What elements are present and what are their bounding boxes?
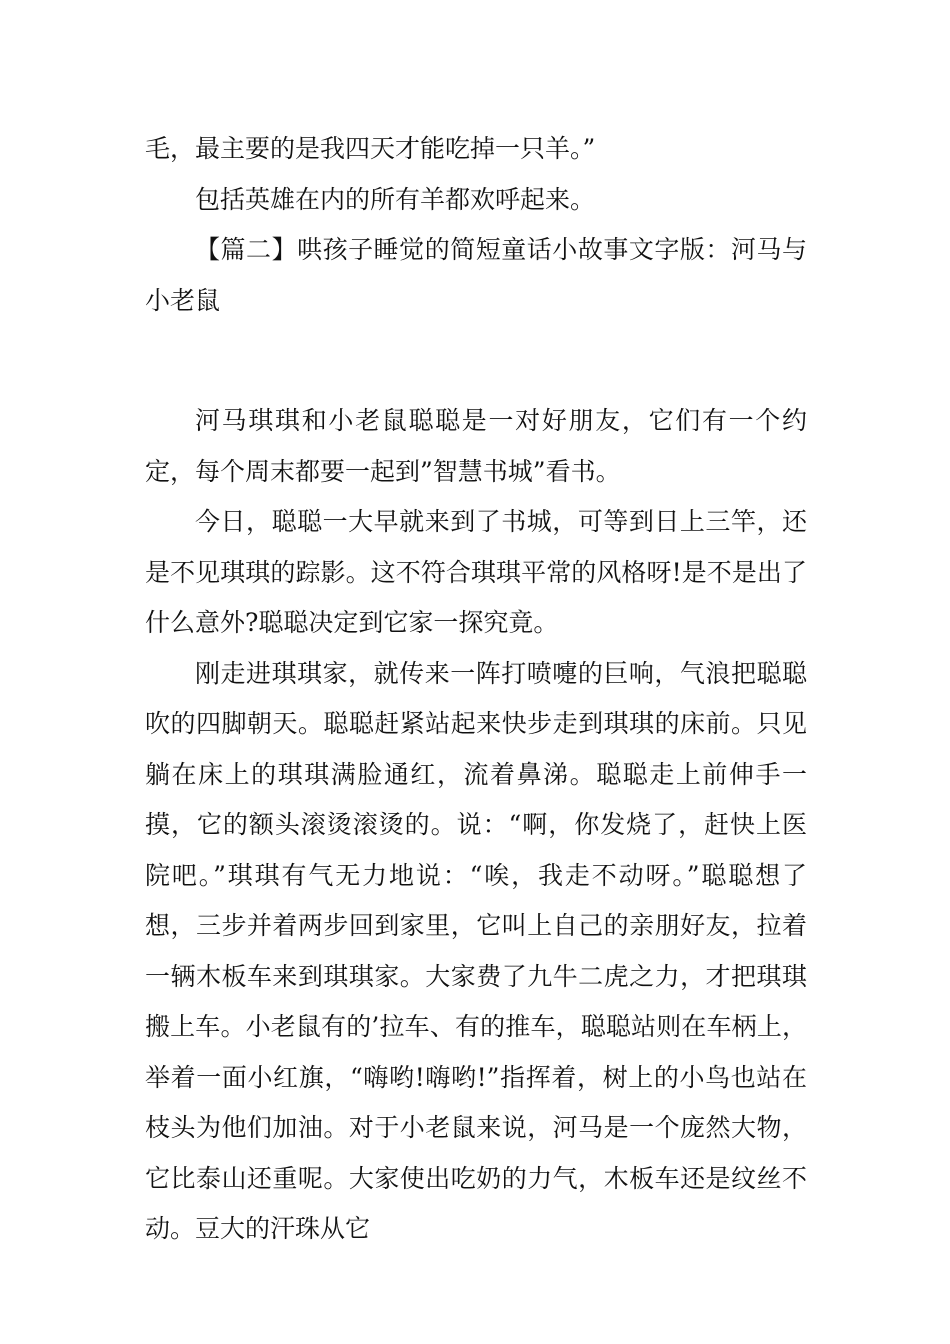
section-spacer [145, 326, 807, 396]
paragraph-intro: 河马琪琪和小老鼠聪聪是一对好朋友，它们有一个约定，每个周末都要一起到”智慧书城”看书。 [145, 406, 807, 486]
paragraph-cheer: 包括英雄在内的所有羊都欢呼起来。 [195, 184, 596, 214]
paragraph-today: 今日，聪聪一大早就来到了书城，可等到日上三竿，还是不见琪琪的踪影。这不符合琪琪平常的风格呀!是不是出了什么意外?聪聪决定到它家一探究竟。 [145, 507, 807, 637]
paragraph-story: 刚走进琪琪家，就传来一阵打喷嚏的巨响，气浪把聪聪吹的四脚朝天。聪聪赶紧站起来快步走到琪琪的床前。只见躺在床上的琪琪满脸通红，流着鼻涕。聪聪走上前伸手一摸，它的额头滚烫滚烫的。说：“啊，你发烧了，赶快上医院吧。”琪琪有气无力地说：“唉，我走不动呀。”聪聪想了想，三步并着两步回到家里，它叫上自己的亲朋好友，拉着一辆木板车来到琪琪家。大家费了九牛二虎之力，才把琪琪搬上车。小老鼠有的’拉车、有的推车，聪聪站则在车柄上，举着一面小红旗，“嗨哟!嗨哟!”指挥着，树上的小鸟也站在枝头为他们加油。对于小老鼠来说，河马是一个庞然大物，它比泰山还重呢。大家使出吃奶的力气，木板车还是纹丝不动。豆大的汗珠从它 [145, 658, 807, 1243]
section-heading: 【篇二】哄孩子睡觉的简短童话小故事文字版：河马与小老鼠 [145, 235, 807, 315]
paragraph-continuation: 毛，最主要的是我四天才能吃掉一只羊。” [145, 134, 596, 163]
document-body [145, 124, 807, 1255]
